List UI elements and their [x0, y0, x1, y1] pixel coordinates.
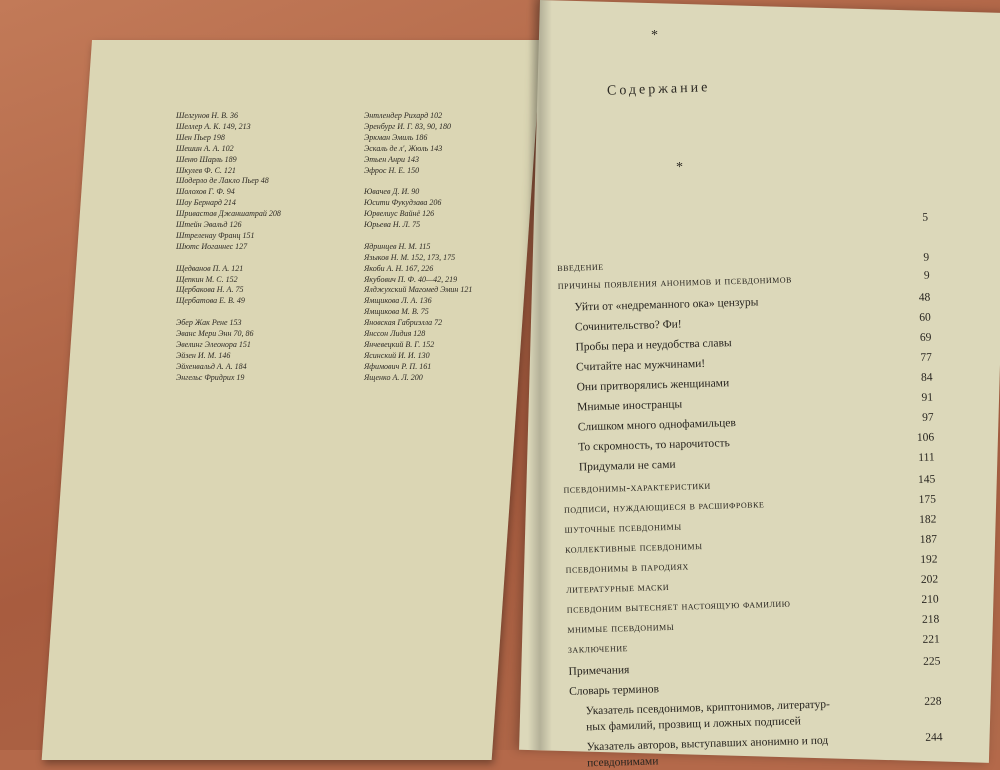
- toc-entry-title: Считайте нас мужчинами!: [575, 357, 706, 374]
- index-entry: Эбер Жак Рене 153: [176, 318, 242, 328]
- toc-heading: Содержание: [606, 80, 711, 99]
- index-entry: Шешин А. А. 102: [176, 143, 234, 153]
- toc-entry-title: мнимые псевдонимы: [567, 620, 675, 636]
- toc-entry-title: литературные маски: [566, 580, 670, 596]
- index-entry: Этьен Анри 143: [364, 154, 420, 164]
- index-entry: Эфрос Н. Е. 150: [364, 165, 420, 175]
- index-entry: Шелгунов Н. В. 36: [176, 111, 238, 120]
- toc-entry-title: псевдонимами: [586, 755, 659, 770]
- index-entry: Языков Н. М. 152, 173, 175: [364, 252, 456, 262]
- toc-entry-page: 48: [918, 291, 931, 304]
- toc-entry: [563, 493, 937, 516]
- toc-entry-page: 145: [917, 473, 936, 486]
- toc-entry-page: 9: [923, 269, 930, 282]
- index-entry: Щедванов П. А. 121: [176, 263, 244, 273]
- index-entry: Штреленау Франц 151: [176, 230, 255, 240]
- toc-entry-title: Указатель авторов, выступавших анонимно и под: [586, 734, 829, 754]
- index-entry: Янчевецкий В. Г. 152: [364, 340, 435, 349]
- toc-entry-title: причины появления анонимов и псевдонимов: [557, 273, 793, 292]
- toc-entry: [563, 451, 935, 474]
- index-entry: Шолохов Г. Ф. 94: [176, 187, 235, 197]
- index-entry: Шеллер А. К. 149, 213: [176, 121, 251, 131]
- toc-entry-page: 9: [923, 251, 930, 264]
- toc-entry-title: псевдоним вытесняет настоящую фамилию: [566, 597, 791, 616]
- index-entry: Янссон Лидия 128: [364, 329, 426, 339]
- index-spacer: [176, 307, 281, 318]
- toc-entry: [560, 371, 933, 394]
- toc-entry: [562, 431, 935, 454]
- index-entry: Щепкин М. С. 152: [176, 274, 238, 284]
- book-gutter-shadow: [528, 0, 552, 750]
- toc-entry: [570, 695, 942, 718]
- toc-entry-title: Сочинительство? Фи!: [574, 318, 682, 334]
- toc-entry-page: 69: [919, 331, 932, 344]
- index-entry: Штейн Эвальд 126: [176, 220, 242, 230]
- index-entry: Шен Пьер 198: [176, 132, 225, 142]
- toc-entry: [565, 553, 938, 576]
- toc-entry-page: 106: [916, 431, 935, 445]
- toc-entry: [559, 331, 932, 354]
- toc-entry-title: заключение: [567, 642, 629, 656]
- toc-entry: [560, 351, 933, 374]
- toc-entry-title: То скромность, то нарочитость: [578, 437, 730, 454]
- toc-entry-title: подписи, нуждающиеся в расшифровке: [563, 498, 765, 516]
- index-entry: Энгельс Фридрих 19: [176, 372, 245, 382]
- toc-entry: [561, 391, 934, 414]
- toc-entry-page: 202: [920, 573, 939, 586]
- index-entry: Якоби А. Н. 167, 226: [364, 263, 434, 273]
- toc-entry: [559, 311, 931, 334]
- toc-entry-page: 210: [921, 593, 939, 606]
- toc-entry-page: 77: [920, 351, 933, 364]
- toc-entry-title: Указатель псевдонимов, криптонимов, литератур-: [585, 698, 831, 718]
- toc-entry-page: 60: [919, 311, 931, 324]
- index-entry: Юсити Фукудзава 206: [364, 198, 442, 208]
- index-entry: Ященко А. Л. 200: [364, 372, 423, 382]
- toc-entry-title: Словарь терминов: [568, 683, 660, 698]
- toc-entry: [563, 473, 936, 496]
- index-entry: Ямщикова М. В. 75: [364, 307, 429, 317]
- toc-entry-page: 5: [922, 211, 929, 224]
- toc-entry: [564, 533, 938, 556]
- toc-entry: [568, 655, 941, 678]
- toc-entry-title: псевдонимы в пародиях: [565, 560, 689, 576]
- index-entry: Шкулев Ф. С. 121: [176, 165, 236, 175]
- index-entry: Шоу Бернард 214: [176, 198, 236, 208]
- toc-entry-title: ных фамилий, прозвищ и ложных подписей: [585, 715, 801, 734]
- toc-entry: [568, 675, 941, 698]
- toc-entry-page: 84: [920, 371, 933, 384]
- toc-entry: [566, 593, 939, 616]
- toc-entry-title: Слишком много однофамильцев: [577, 417, 737, 434]
- index-entry: Эскаль де л', Жюль 143: [364, 143, 443, 153]
- index-entry: Якубович П. Ф. 40—42, 219: [364, 274, 458, 284]
- index-entry: Шривастав Джаншатрай 208: [176, 209, 281, 219]
- toc-entry-title: Мнимые иностранцы: [577, 398, 683, 414]
- index-entry: Ямщикова Л. А. 136: [364, 296, 432, 306]
- index-spacer: [364, 231, 472, 242]
- index-entry: Ювачев Д. И. 90: [364, 187, 420, 197]
- index-entry: Юрьева Н. Л. 75: [364, 220, 421, 230]
- index-entry: Ялджухский Магомед Эмин 121: [364, 285, 473, 295]
- toc-entry-title: Примечания: [568, 664, 630, 678]
- toc-entry-title: псевдонимы-характеристики: [563, 479, 711, 496]
- toc-entry: [558, 291, 931, 314]
- index-entry: Яновская Габриэлла 72: [364, 318, 443, 328]
- index-entry: Юрвелиус Вайнё 126: [364, 209, 435, 219]
- toc-entry-title: коллективные псевдонимы: [564, 540, 703, 556]
- index-entry: Шютс Иоганнес 127: [176, 241, 248, 251]
- index-entry: Ядринцев Н. М. 115: [364, 241, 431, 251]
- index-entry: Эренбург И. Г. 83, 90, 180: [364, 121, 451, 131]
- index-entry: Эванс Мери Энн 70, 86: [176, 329, 254, 339]
- index-entry: Эвелинг Элеонора 151: [176, 340, 251, 349]
- index-entry: Эйхенвальд А. А. 184: [176, 361, 247, 371]
- toc-entry-page: 221: [922, 633, 940, 646]
- index-entry: Щербакова Н. А. 75: [176, 285, 244, 295]
- toc-entry-page: 228: [924, 695, 942, 708]
- toc-entry-title: Уйти от «недреманного ока» цензуры: [574, 296, 759, 314]
- toc-entry: [566, 573, 939, 596]
- index-column-left: [176, 111, 281, 384]
- toc-entry-page: 225: [923, 655, 941, 668]
- toc-entry-page: 97: [921, 411, 934, 424]
- toc-entry-page: 111: [918, 451, 935, 464]
- toc-entry: [567, 613, 940, 636]
- toc-entry: [557, 269, 930, 292]
- toc-entry-page: 182: [919, 513, 937, 526]
- toc-entry-title: Придумали не сами: [578, 458, 676, 474]
- ornament-star-top: *: [651, 28, 658, 43]
- table-of-contents: [556, 211, 954, 770]
- index-column-right: [364, 111, 472, 384]
- toc-entry-page: 91: [921, 391, 934, 404]
- toc-entry-page: 244: [925, 731, 943, 744]
- toc-entry-title: шуточные псевдонимы: [564, 520, 682, 536]
- toc-entry: [557, 251, 930, 274]
- index-entry: Ясинский И. И. 130: [364, 350, 430, 360]
- index-entry: Шеню Шарль 189: [176, 154, 237, 164]
- toc-entry-title: введение: [557, 260, 604, 274]
- ornament-star-middle: *: [676, 160, 683, 175]
- toc-entry-page: 175: [918, 493, 937, 506]
- toc-entry-page: 192: [920, 553, 938, 566]
- toc-entry-title: Они притворялись женщинами: [576, 377, 730, 394]
- index-entry: Эркман Эмиль 186: [364, 132, 428, 142]
- toc-entry-title: Пробы пера и неудобства славы: [575, 337, 732, 354]
- toc-entry: [567, 633, 940, 656]
- index-spacer: [176, 253, 281, 264]
- index-entry: Шодерло де Лакло Пьер 48: [176, 176, 269, 186]
- toc-entry: [564, 513, 937, 536]
- toc-entry-page: 218: [921, 613, 940, 626]
- index-spacer: [364, 176, 472, 187]
- index-entry: Яфимович Р. П. 161: [364, 361, 432, 371]
- index-entry: Эйзен И. М. 146: [176, 350, 231, 360]
- index-entry: Щербатова Е. В. 49: [176, 296, 245, 306]
- index-entry: Энтлендер Рихард 102: [364, 111, 443, 120]
- toc-entry-page: 187: [919, 533, 938, 546]
- toc-entry: [562, 411, 934, 434]
